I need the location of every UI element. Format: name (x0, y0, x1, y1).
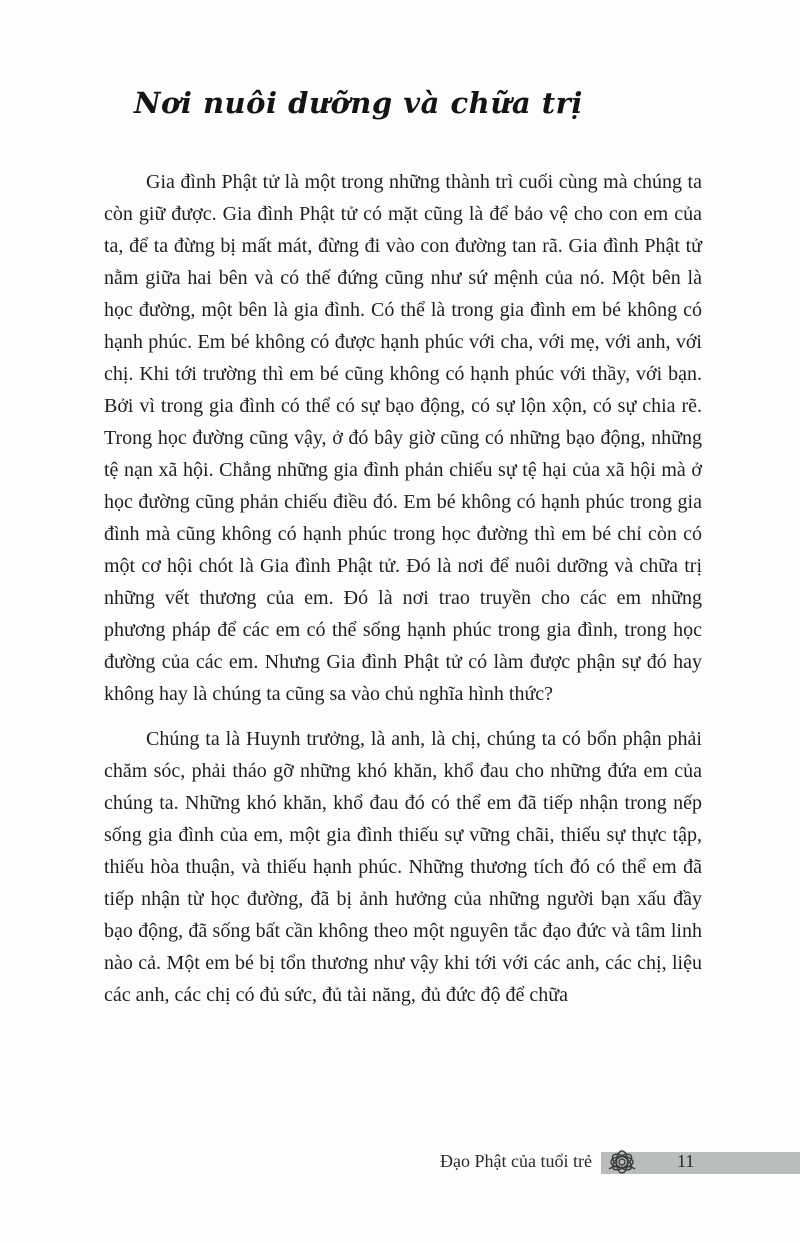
paragraph-2: Chúng ta là Huynh trưởng, là anh, là chị, chúng ta có bổn phận phải chăm sóc, phải tháo gỡ những khó khăn, khổ đau cho những đứa em của chúng ta. Những khó khăn, khổ đau đó có thể em đã tiếp nhận trong nếp sống gia đình của em, một gia đình thiếu sự vững chãi, thiếu sự thực tập, thiếu hòa thuận, và thiếu hạnh phúc. Những thương tích đó có thể em đã tiếp nhận từ học đường, đã bị ảnh hưởng của những người bạn xấu đầy bạo động, đã sống bất cần không theo một nguyên tắc đạo đức và tâm linh nào cả. Một em bé bị tổn thương như vậy khi tới với các anh, các chị, liệu các anh, các chị có đủ sức, đủ tài năng, đủ đức độ để chữa (104, 728, 702, 1006)
paragraph-1: Gia đình Phật tử là một trong những thành trì cuối cùng mà chúng ta còn giữ được. Gia đình Phật tử có mặt cũng là để bảo vệ cho con em của ta, để ta đừng bị mất mát, đừng đi vào con đường tan rã. Gia đình Phật tử nằm giữa hai bên và có thế đứng cũng như sứ mệnh của nó. Một bên là học đường, một bên là gia đình. Có thể là trong gia đình em bé không có hạnh phúc. Em bé không có được hạnh phúc với cha, với mẹ, với anh, với chị. Khi tới trường thì em bé cũng không có hạnh phúc với thầy, với bạn. Bởi vì trong gia đình có thể có sự bạo động, có sự lộn xộn, có sự chia rẽ. Trong học đường cũng vậy, ở đó bây giờ cũng có những bạo động, những tệ nạn xã hội. Chẳng những gia đình phản chiếu sự tệ hại của xã hội mà ở học đường cũng phản chiếu điều đó. Em bé không có hạnh phúc trong gia đình mà cũng không có hạnh phúc trong học đường thì em bé chỉ còn có một cơ hội chót là Gia đình Phật tử. Đó là nơi để nuôi dưỡng và chữa trị những vết thương của em. Đó là nơi trao truyền cho các em những phương pháp để các em có thể sống hạnh phúc trong gia đình, trong học đường của các em. Nhưng Gia đình Phật tử có làm được phận sự đó hay không hay là chúng ta cũng sa vào chủ nghĩa hình thức? (104, 171, 702, 705)
page-footer (0, 1148, 800, 1182)
lotus-flower-icon (599, 1145, 645, 1179)
chapter-title: Nơi nuôi dưỡng và chữa trị (134, 86, 583, 120)
body-text-block (104, 166, 702, 1011)
page-number: 11 (677, 1151, 695, 1171)
footer-book-title: Đạo Phật của tuổi trẻ (440, 1151, 592, 1171)
